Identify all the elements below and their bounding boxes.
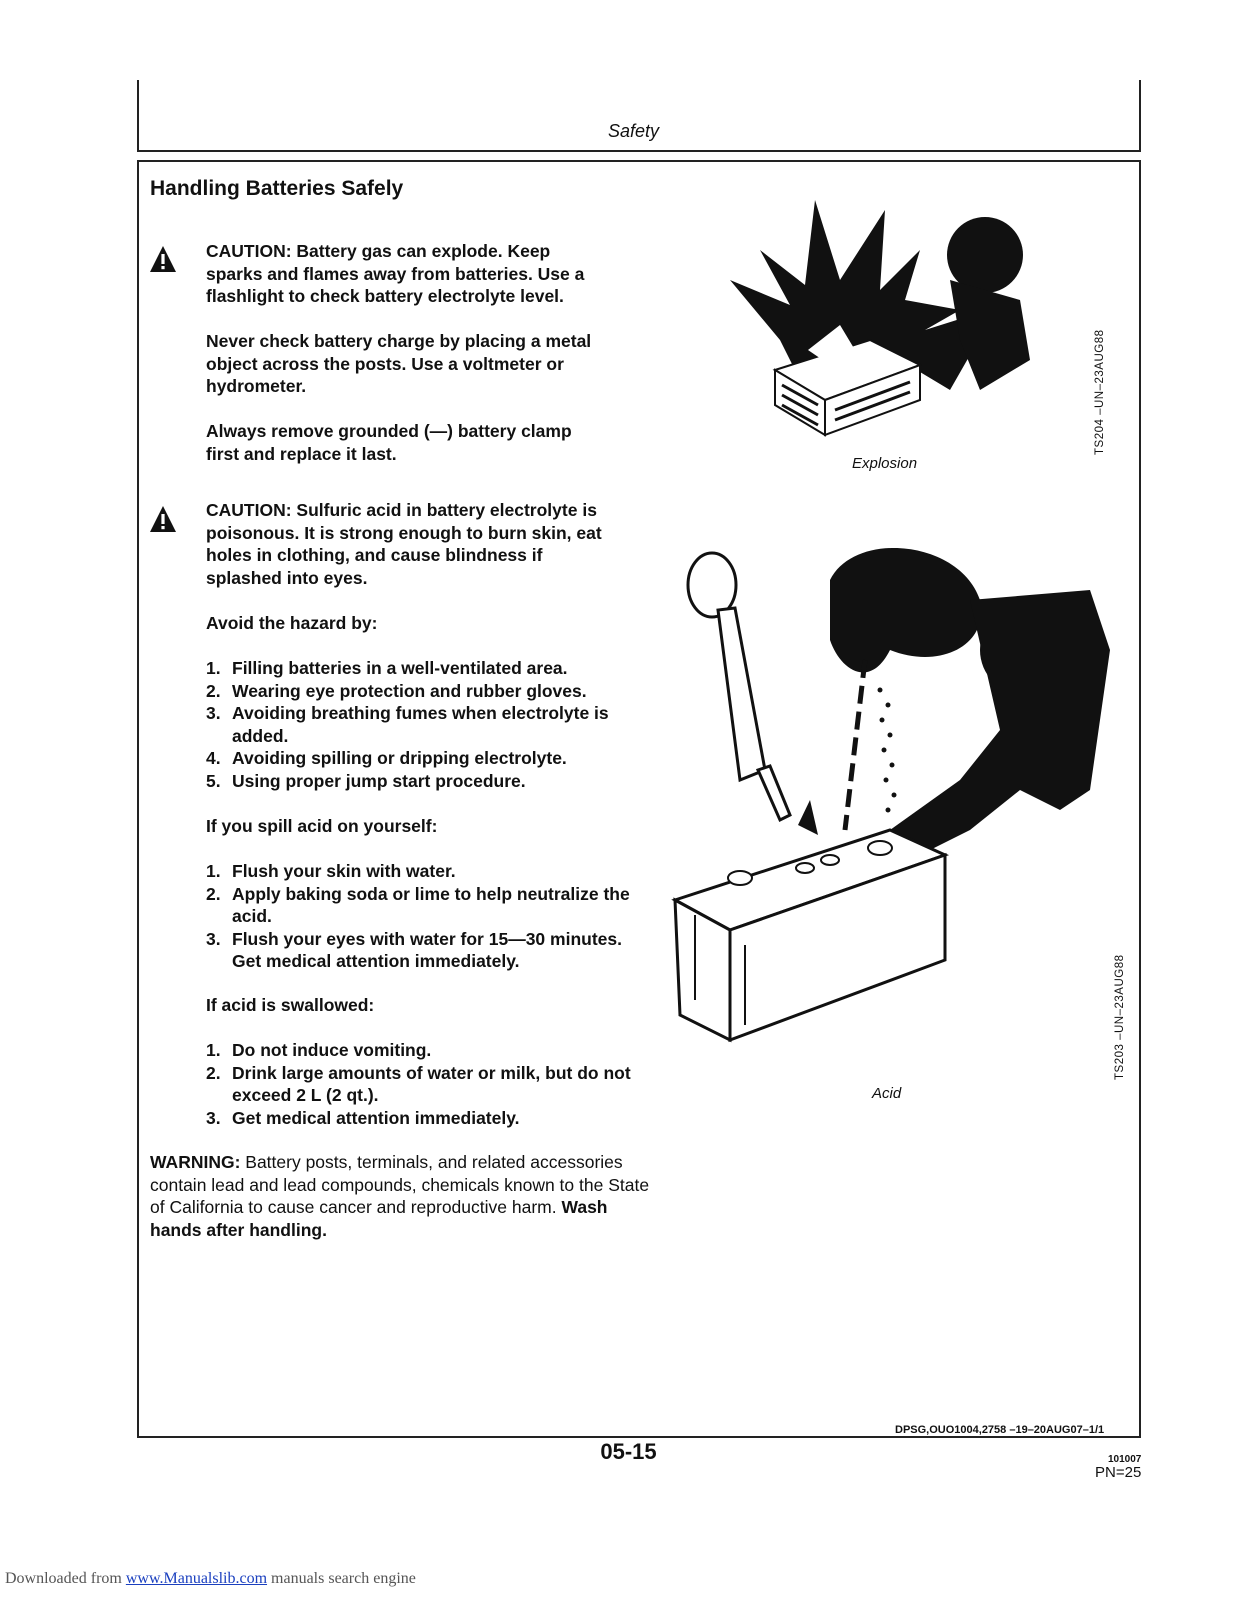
swallow-heading: If acid is swallowed: xyxy=(206,995,375,1015)
section-header: Safety xyxy=(607,121,660,141)
acid-illustration xyxy=(670,530,1120,1060)
footer-code: DPSG,OUO1004,2758 –19–20AUG07–1/1 xyxy=(895,1424,1105,1436)
warning-triangle-icon xyxy=(149,505,177,533)
spill-heading: If you spill acid on yourself: xyxy=(206,816,438,836)
warning-paragraph: WARNING: Battery posts, terminals, and related accessories contain lead and lead compounds, chemicals known to the State of California to cause cancer and reproductive harm. Wash hands after handling. xyxy=(150,1152,650,1240)
list-item: 2. Apply baking soda or lime to help neutralize the acid. xyxy=(206,883,630,926)
caution-battery-gas: CAUTION: Battery gas can explode. Keep sparks and flames away from batteries. Use a flashlight to check battery electrolyte level. xyxy=(206,241,585,306)
list-item: 5. Using proper jump start procedure. xyxy=(206,770,526,791)
explosion-illustration xyxy=(720,190,1040,450)
spill-list xyxy=(206,860,636,973)
avoid-heading: Avoid the hazard by: xyxy=(206,613,378,633)
list-item: 1. Do not induce vomiting. xyxy=(206,1040,432,1060)
acid-figure-code: TS203 –UN–23AUG88 xyxy=(1114,954,1126,1080)
caution-ground-clamp: Always remove grounded (—) battery clamp first and replace it last. xyxy=(206,421,572,464)
manualslib-link[interactable]: www.Manualslib.com xyxy=(125,1570,268,1587)
list-item: 2. Wearing eye protection and rubber gloves. xyxy=(206,680,587,701)
page-title: Handling Batteries Safely xyxy=(150,177,404,200)
list-item: 1. Flush your skin with water. xyxy=(206,861,456,881)
caution-metal-object: Never check battery charge by placing a metal object across the posts. Use a voltmeter or hydrometer. xyxy=(206,331,592,396)
list-item: 2. Drink large amounts of water or milk, but do not exceed 2 L (2 qt.). xyxy=(206,1062,631,1105)
page-number: 05-15 xyxy=(600,1439,657,1464)
list-item: 3. Get medical attention immediately. xyxy=(206,1107,520,1128)
acid-caption: Acid xyxy=(872,1085,902,1102)
avoid-list xyxy=(206,657,651,792)
list-item: 1. Filling batteries in a well-ventilated area. xyxy=(206,658,568,678)
explosion-figure-code: TS204 –UN–23AUG88 xyxy=(1094,329,1106,455)
pn-label: PN=25 xyxy=(1095,1464,1142,1481)
list-item: 3. Flush your eyes with water for 15—30 minutes. Get medical attention immediately. xyxy=(206,928,622,971)
caution-sulfuric-acid: CAUTION: Sulfuric acid in battery electrolyte is poisonous. It is strong enough to burn skin, eat holes in clothing, and cause blindness if splashed into eyes. xyxy=(206,500,602,588)
download-banner: Downloaded from www.Manualslib.com manuals search engine xyxy=(5,1570,416,1587)
swallow-list xyxy=(206,1039,636,1129)
list-item: 4. Avoiding spilling or dripping electrolyte. xyxy=(206,748,567,768)
list-item: 3. Avoiding breathing fumes when electrolyte is added. xyxy=(206,703,609,746)
doc-number: 101007 xyxy=(1108,1454,1142,1465)
warning-triangle-icon xyxy=(149,245,177,273)
explosion-caption: Explosion xyxy=(852,455,918,472)
